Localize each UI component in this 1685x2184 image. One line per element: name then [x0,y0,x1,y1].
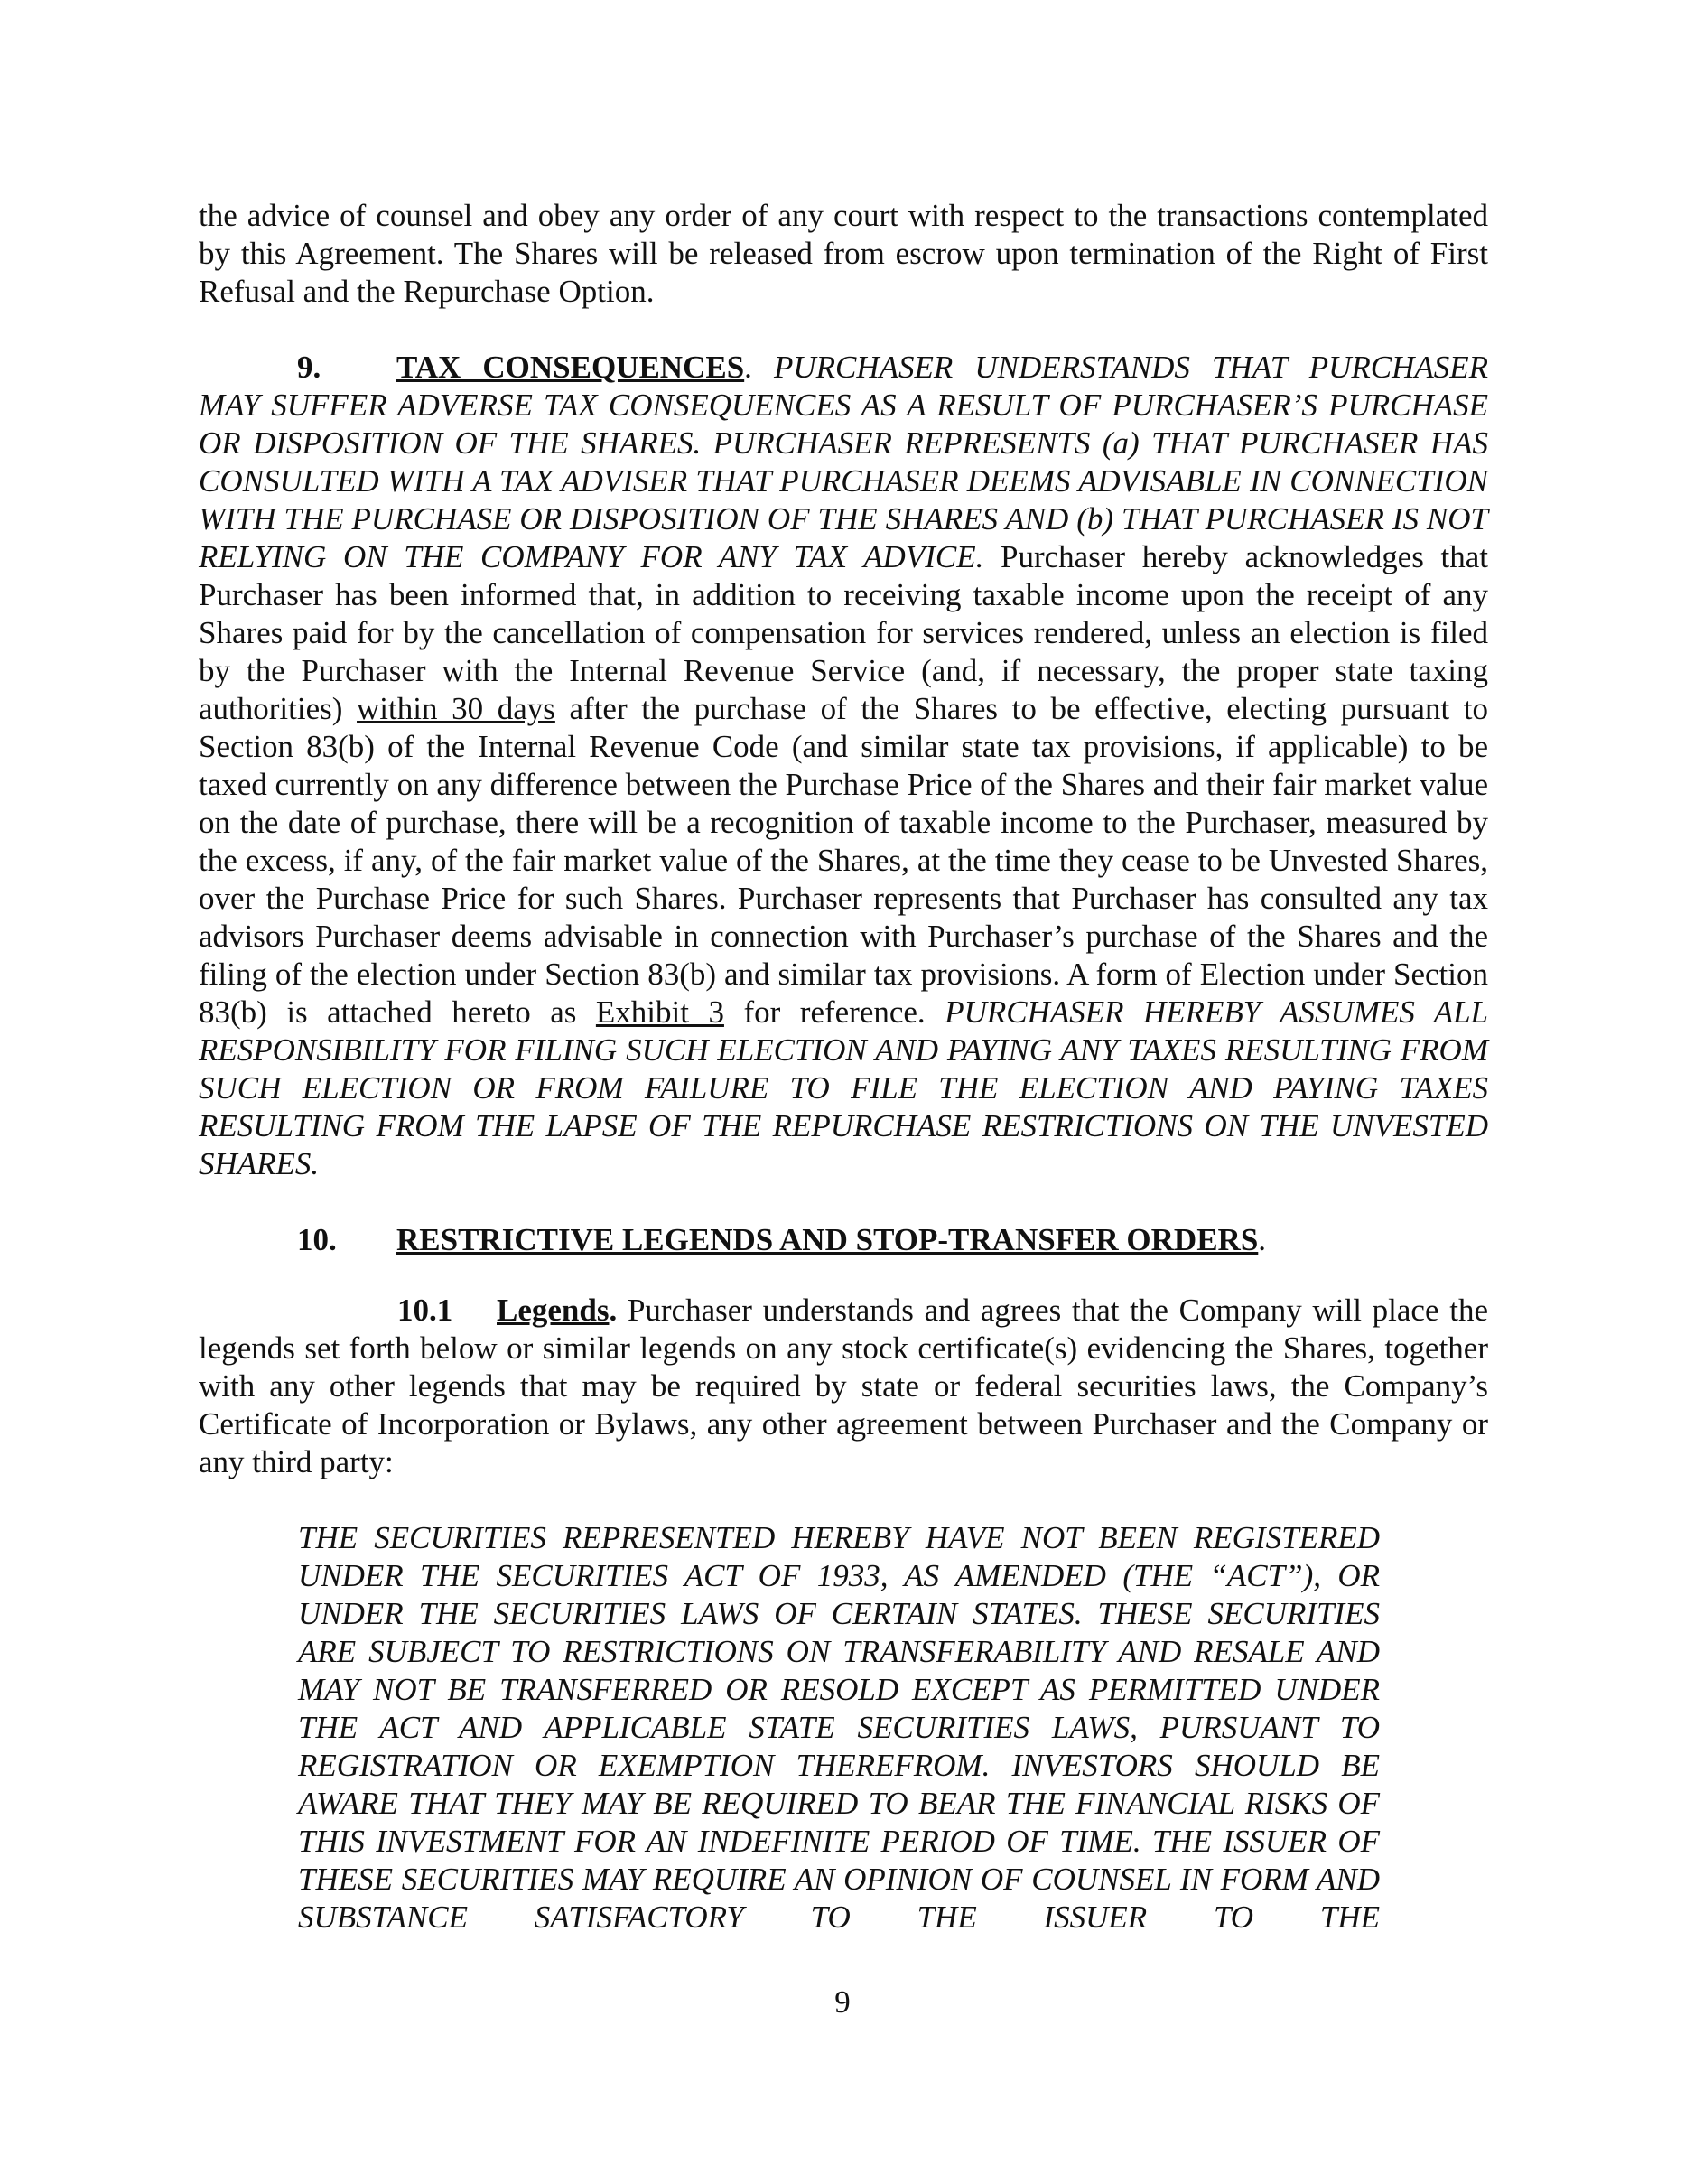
exhibit-3-reference: Exhibit 3 [595,994,724,1030]
within-30-days-text: within 30 days [357,691,555,726]
section-9-tax-consequences [199,349,1488,1183]
section-10-number: 10. [297,1222,337,1257]
section-9-body-part-2: after the purchase of the Shares to be effective, electing pursuant to Section 83(b) of the Internal Revenue Code (and similar state tax provisions, if applicable) to be taxed currently on any difference between the Purchase Price of the Shares and their fair market value on the date of purchase, there will be a recognition of taxable income to the Purchaser, measured by the excess, if any, of the fair market value of the Shares, at the time they cease to be Unvested Shares, over the Purchase Price for such Shares. Purchaser represents that Purchaser has consulted any tax advisors Purchaser deems advisable in connection with Purchaser’s purchase of the Shares and the filing of the election under Section 83(b) and similar tax provisions. A form of Election under Section 83(b) is attached hereto as [199,691,1489,1030]
securities-legend-text: THE SECURITIES REPRESENTED HEREBY HAVE NOT BEEN REGISTERED UNDER THE SECURITIES ACT OF 1933, AS AMENDED (THE “ACT”), OR UNDER THE SECURITIES LAWS OF CERTAIN STATES. THESE SECURITIES ARE SUBJECT TO RESTRICTIONS ON TRANSFERABILITY AND RESALE AND MAY NOT BE TRANSFERRED OR RESOLD EXCEPT AS PERMITTED UNDER THE ACT AND APPLICABLE STATE SECURITIES LAWS, PURSUANT TO REGISTRATION OR EXEMPTION THEREFROM. INVESTORS SHOULD BE AWARE THAT THEY MAY BE REQUIRED TO BEAR THE FINANCIAL RISKS OF THIS INVESTMENT FOR AN INDEFINITE PERIOD OF TIME. THE ISSUER OF THESE SECURITIES MAY REQUIRE AN OPINION OF COUNSEL IN FORM AND SUBSTANCE SATISFACTORY TO THE ISSUER TO THE [298,1520,1380,1935]
section-9-body-part-1: Purchaser hereby acknowledges that Purchaser has been informed that, in addition to receiving taxable income upon the receipt of any Shares paid for by the cancellation of compensation for services rendered, unless an election is filed by the Purchaser with the Internal Revenue Service (and, if necessary, the proper state taxing authorities) [199,539,1489,726]
section-10-1-body: Purchaser understands and agrees that the Company will place the legends set forth below or similar legends on any stock certificate(s) evidencing the Shares, together with any other legends that may be required by state or federal securities laws, the Company’s Certificate of Incorporation or Bylaws, any other agreement between Purchaser and the Company or any third party: [199,1293,1488,1479]
section-9-number: 9. [297,350,321,385]
section-10-1-legends [199,1292,1488,1481]
section-9-caps-assumption: PURCHASER HEREBY ASSUMES ALL RESPONSIBILITY FOR FILING SUCH ELECTION AND PAYING ANY TAXES RESULTING FROM SUCH ELECTION OR FROM FAILURE TO FILE THE ELECTION AND PAYING TAXES RESULTING FROM THE LAPSE OF THE REPURCHASE RESTRICTIONS ON THE UNVESTED SHARES. [199,994,1489,1181]
section-10-1-heading-period: . [609,1293,618,1328]
section-10-1-heading: Legends [497,1293,610,1328]
section-9-heading: TAX CONSEQUENCES [396,350,745,385]
section-10-heading: RESTRICTIVE LEGENDS AND STOP-TRANSFER ORDERS [396,1222,1259,1257]
page-number: 9 [834,1984,851,2020]
section-10-heading-period: . [1258,1222,1267,1257]
document-page [199,197,1488,1937]
section-10-1-number: 10.1 [397,1293,453,1328]
section-9-caps-warning: PURCHASER UNDERSTANDS THAT PURCHASER MAY SUFFER ADVERSE TAX CONSEQUENCES AS A RESULT OF PURCHASER’S PURCHASE OR DISPOSITION OF THE SHARES. PURCHASER REPRESENTS (a) THAT PURCHASER HAS CONSULTED WITH A TAX ADVISER THAT PURCHASER DEEMS ADVISABLE IN CONNECTION WITH THE PURCHASE OR DISPOSITION OF THE SHARES AND (b) THAT PURCHASER IS NOT RELYING ON THE COMPANY FOR ANY TAX ADVICE. [199,350,1488,574]
section-9-body-part-3: for reference. [743,994,926,1030]
paragraph-escrow-continuation: the advice of counsel and obey any order of any court with respect to the transactions contemplated by this Agreement. The Shares will be released from escrow upon termination of the Right of First Refusal and the Repurchase Option. [199,198,1488,309]
section-9-heading-period: . [744,350,752,385]
section-10-heading-line [199,1221,1488,1259]
